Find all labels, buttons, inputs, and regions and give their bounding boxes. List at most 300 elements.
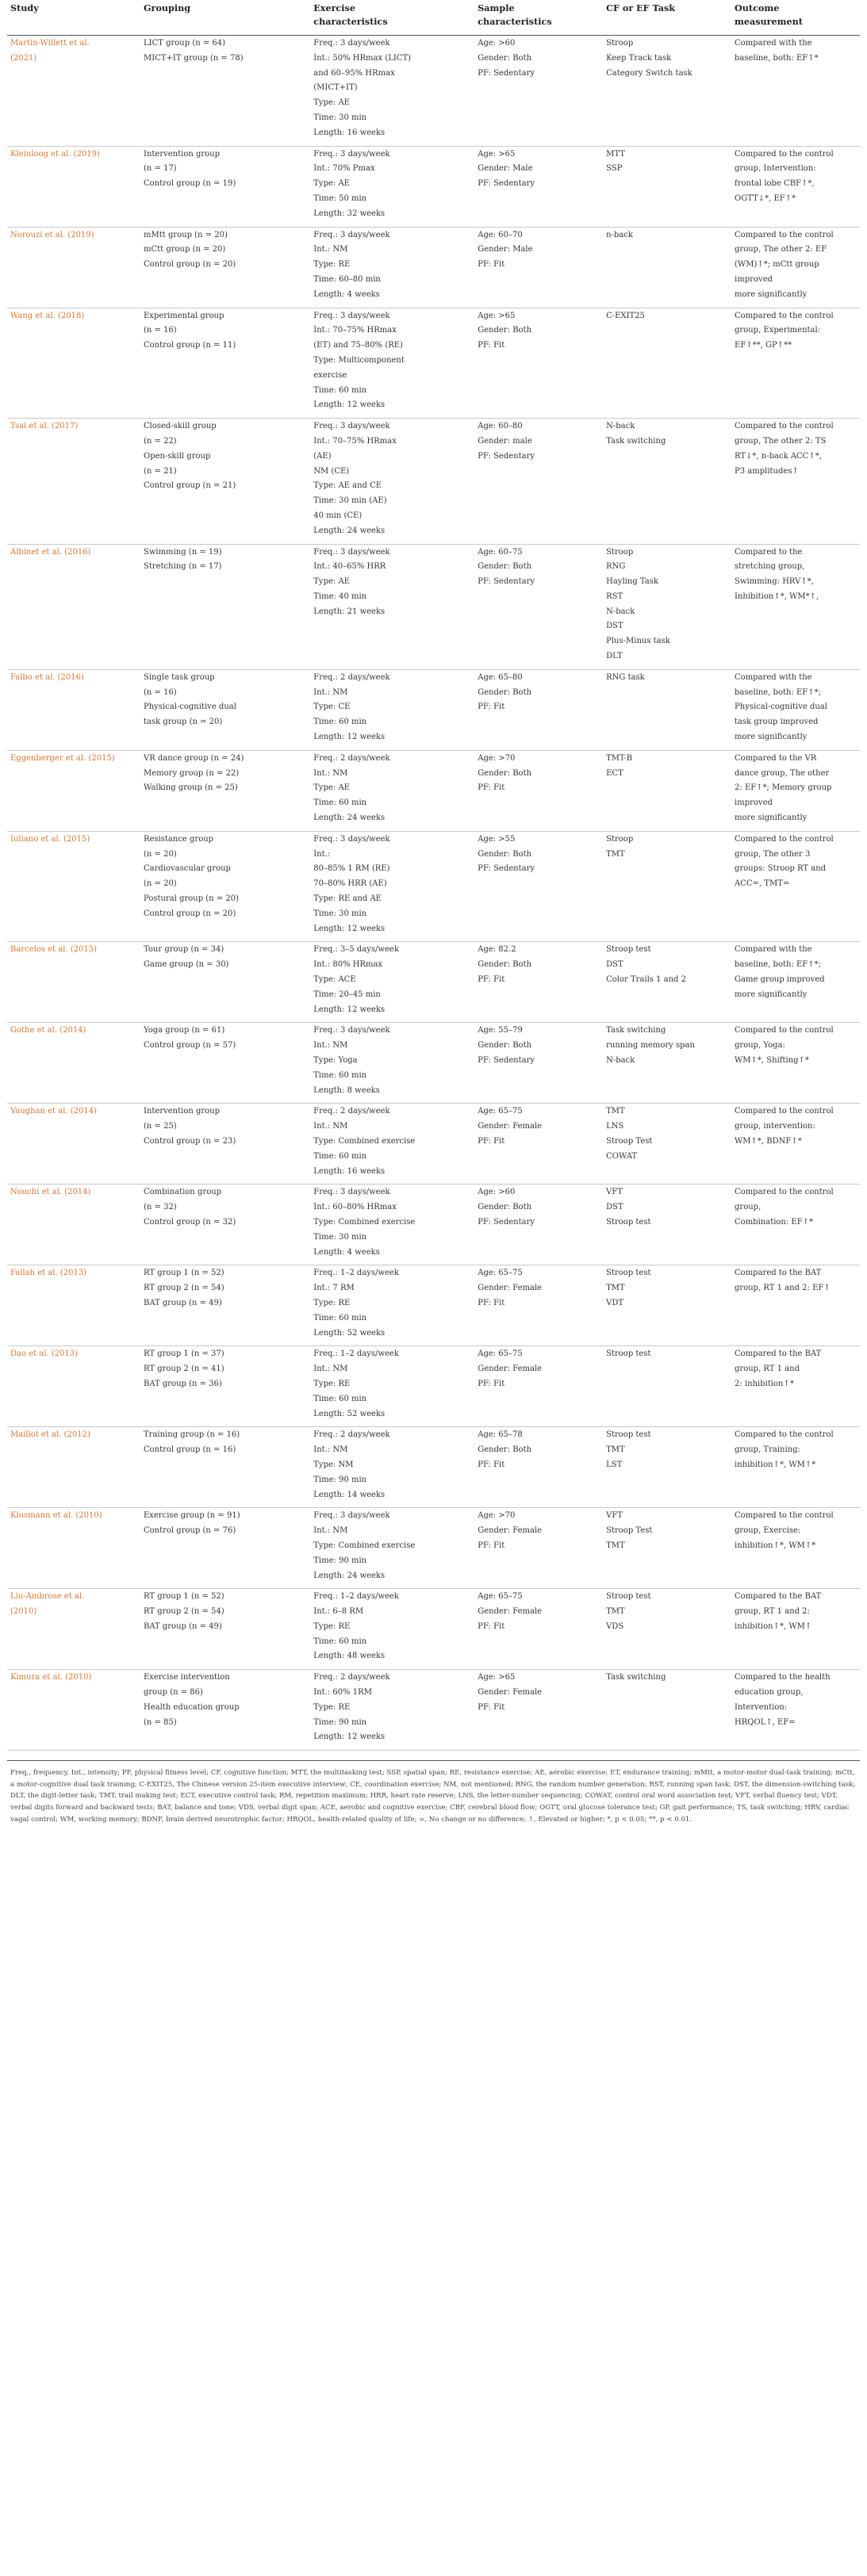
sample-cell-line: PF: Fit [478, 1136, 505, 1146]
exercise-cell [310, 669, 474, 750]
exercise-cell-line: Freq.: 3 days/week [313, 149, 390, 159]
outcome-cell [731, 1346, 860, 1427]
grouping-cell-line: RT group 2 (n = 54) [144, 1607, 224, 1617]
exercise-cell-line: Length: 16 weeks [313, 128, 386, 137]
table-row [7, 146, 860, 227]
sample-cell-line: PF: Fit [478, 1702, 505, 1712]
sample-cell-line: Gender: Female [478, 1365, 543, 1374]
exercise-cell-line: Time: 60 min [313, 385, 367, 395]
exercise-cell-line: Length: 52 weeks [313, 1409, 386, 1418]
study-cell[interactable] [7, 942, 140, 1023]
outcome-cell-line: group, Exercise: [735, 1526, 801, 1536]
grouping-cell-line: Walking group (n = 25) [144, 783, 238, 793]
task-cell-line: DST [606, 622, 623, 631]
grouping-cell-line: MICT+IT group (n = 78) [144, 53, 244, 63]
study-cell[interactable] [7, 544, 140, 669]
exercise-cell-line: Time: 90 min [313, 1556, 367, 1565]
study-cell[interactable] [7, 831, 140, 942]
study-cell-line: Kleinloog et al. (2019) [10, 149, 100, 159]
exercise-cell-line: Time: 60 min [313, 1313, 367, 1322]
exercise-cell-line: Freq.: 3 days/week [313, 1026, 390, 1035]
exercise-cell-line: Type: RE [313, 1379, 351, 1388]
task-cell-line: Task switching [606, 436, 666, 446]
study-cell-line: Kimura et al. (2010) [10, 1673, 92, 1682]
exercise-cell-line: (AE) [313, 451, 332, 461]
exercise-cell-line: NM (CE) [313, 466, 350, 476]
study-cell[interactable] [7, 1670, 140, 1751]
task-cell-line: MTT [606, 149, 625, 159]
sample-cell-line: Age: 55–79 [478, 1026, 523, 1035]
study-cell[interactable] [7, 750, 140, 831]
table-footnote: Freq., frequency, Int., intensity; PF, physical fitness level; CF, cognitive function; MTT, the multitasking test; SSP, spatial span; RE, resistance exercise; AE, aerobic exercise; ET, endurance training; mMtt, a motor-motor dual-task training; mCtt, a motor-cognitive dual task training; C-EXIT25, The Chinese version 25-item executive interview; CE, coordination exercise; NM, not mentioned; RNG, the random number generation; RST, running span task; DST, the dimension-switching task; DLT, the digit-letter task; TMT, trail making test; ECT, executive control task; RM, repetition maximum; HRR, heart rate reserve; LNS, the letter-number sequencing; COWAT, control oral word association test; VFT, verbal fluency test; VDT, verbal digits forward and backward tests; BAT, balance and tone; VDS, verbal digit span; ACE, aerobic and cognitive exercise; CBF, cerebral blood flow; OGTT, oral glucose tolerance test; GP, gait performance; TS, task switching; HRV, cardiac vagal control; WM, working memory; BDNF, brain derived neurotrophic factor; HRQOL, health-related quality of life; =, No change or no difference; ↑, Elevated or higher; *, p < 0.05; **, p < 0.01. [7, 1760, 860, 1825]
exercise-cell [310, 1104, 474, 1185]
task-cell [603, 419, 731, 544]
exercise-cell-line: Freq.: 2 days/week [313, 1673, 390, 1682]
sample-cell-line: Age: 60–75 [478, 547, 523, 557]
grouping-cell-line: LICT group (n = 64) [144, 39, 226, 48]
grouping-cell-line: Exercise group (n = 91) [144, 1511, 240, 1521]
task-cell-line: C-EXIT25 [606, 311, 645, 320]
task-cell-line: TMT [606, 1445, 625, 1455]
grouping-cell-line: RT group 2 (n = 54) [144, 1284, 224, 1293]
exercise-cell-line: Freq.: 2 days/week [313, 1107, 390, 1116]
study-cell-line: Nouchi et al. (2014) [10, 1188, 91, 1197]
outcome-cell-line: Compared to the control [735, 230, 834, 239]
grouping-cell-line: Training group (n = 16) [144, 1430, 240, 1440]
exercise-cell-line: Length: 12 weeks [313, 733, 386, 742]
exercise-cell-line: Freq.: 1–2 days/week [313, 1592, 399, 1602]
task-cell-line: TMT [606, 1541, 625, 1550]
grouping-cell-line: Control group (n = 20) [144, 909, 236, 918]
task-cell-line: TMT-B [606, 753, 633, 763]
outcome-cell-line: Combination: EF↑* [735, 1217, 814, 1227]
outcome-cell [731, 1185, 860, 1265]
exercise-cell-line: Int.: 50% HRmax (LICT) [313, 53, 412, 63]
exercise-cell-line: Type: Combined exercise [313, 1541, 416, 1550]
table-row [7, 831, 860, 942]
outcome-cell-line: group, Experimental: [735, 326, 821, 335]
exercise-cell-line: Int.: 7 RM [313, 1284, 355, 1293]
exercise-cell-line: Int.: 80% HRmax [313, 960, 383, 970]
task-cell [603, 1185, 731, 1265]
outcome-cell-line: group, [735, 1203, 762, 1212]
grouping-cell [140, 1427, 310, 1508]
exercise-cell-line: Length: 14 weeks [313, 1490, 386, 1499]
outcome-cell-line: 2: inhibition↑* [735, 1379, 794, 1388]
exercise-cell-line: Type: RE [313, 1621, 351, 1631]
task-cell [603, 1508, 731, 1589]
study-cell[interactable] [7, 1023, 140, 1104]
outcome-cell-line: group, Training: [735, 1445, 800, 1455]
sample-cell [474, 1185, 603, 1265]
study-cell-line: Liu-Ambrose et al. [10, 1592, 85, 1602]
grouping-cell-line: Open-skill group [144, 451, 211, 461]
exercise-cell-line: Int.: NM [313, 245, 348, 255]
outcome-cell-line: Compared to the control [735, 834, 834, 844]
outcome-cell-line: Compared to the control [735, 149, 834, 159]
exercise-cell-line: Int.: NM [313, 1041, 348, 1051]
sample-cell-line: PF: Sedentary [478, 1217, 535, 1227]
table-row [7, 1265, 860, 1346]
grouping-cell-line: Control group (n = 16) [144, 1445, 236, 1455]
sample-cell-line: PF: Sedentary [478, 179, 535, 189]
outcome-cell-line: Compared to the control [735, 1026, 834, 1035]
exercise-cell [310, 1427, 474, 1508]
grouping-cell-line: BAT group (n = 49) [144, 1298, 222, 1307]
sample-cell-line: PF: Sedentary [478, 451, 535, 461]
sample-cell [474, 419, 603, 544]
outcome-cell-line: ACC=, TMT= [735, 879, 790, 889]
grouping-cell-line: (n = 21) [144, 466, 177, 476]
grouping-cell-line: Cardiovascular group [144, 864, 231, 874]
exercise-cell [310, 831, 474, 942]
table-row [7, 308, 860, 419]
sample-cell-line: Gender: Both [478, 960, 532, 970]
exercise-cell-line: Int.: 70–75% HRmax [313, 326, 397, 335]
task-cell-line: Stroop [606, 834, 634, 844]
outcome-cell-line: Compared to the control [735, 311, 834, 320]
grouping-cell-line: RT group 1 (n = 37) [144, 1349, 224, 1359]
exercise-cell [310, 1265, 474, 1346]
outcome-cell [731, 544, 860, 669]
exercise-cell-line: Freq.: 1–2 days/week [313, 1269, 399, 1278]
grouping-cell-line: Postural group (n = 20) [144, 894, 239, 904]
task-cell [603, 308, 731, 419]
exercise-cell-line: Int.: 60–80% HRmax [313, 1203, 397, 1212]
outcome-cell-line: Compared with the [735, 39, 812, 48]
sample-cell [474, 750, 603, 831]
sample-cell-line: Age: 82.2 [478, 945, 516, 955]
grouping-cell-line: RT group 1 (n = 52) [144, 1592, 224, 1602]
outcome-cell-line: task group improved [735, 718, 819, 727]
task-cell [603, 1670, 731, 1751]
study-cell-line: Wang et al. (2018) [10, 311, 85, 320]
grouping-cell-line: Physical-cognitive dual [144, 702, 236, 712]
exercise-cell-line: Freq.: 3 days/week [313, 834, 390, 844]
exercise-cell [310, 1346, 474, 1427]
header-study: Study [7, 0, 140, 36]
task-cell-line: Task switching [606, 1673, 666, 1682]
table-row [7, 1104, 860, 1185]
exercise-cell-line: Time: 90 min [313, 1475, 367, 1484]
grouping-cell-line: BAT group (n = 36) [144, 1379, 222, 1388]
study-cell-line: Tsai et al. (2017) [10, 422, 79, 431]
sample-cell-line: PF: Sedentary [478, 577, 535, 587]
task-cell [603, 669, 731, 750]
header-grouping: Grouping [140, 0, 310, 36]
grouping-cell-line: (n = 22) [144, 436, 177, 446]
task-cell [603, 227, 731, 308]
outcome-cell [731, 36, 860, 147]
table-row [7, 1346, 860, 1427]
sample-cell-line: Gender: Female [478, 1607, 543, 1617]
grouping-cell-line: Experimental group [144, 311, 224, 320]
exercise-cell [310, 1670, 474, 1751]
outcome-cell [731, 942, 860, 1023]
grouping-cell-line: VR dance group (n = 24) [144, 753, 244, 763]
study-cell[interactable] [7, 419, 140, 544]
grouping-cell [140, 1346, 310, 1427]
grouping-cell-line: Control group (n = 21) [144, 481, 236, 491]
task-cell [603, 1427, 731, 1508]
outcome-cell-line: HRQOL↑, EF= [735, 1717, 796, 1727]
exercise-cell-line: Freq.: 3 days/week [313, 1511, 390, 1521]
sample-cell-line: Gender: Both [478, 687, 532, 697]
exercise-cell [310, 750, 474, 831]
outcome-cell-line: Compared to the VR [735, 753, 817, 763]
outcome-cell [731, 669, 860, 750]
grouping-cell-line: group (n = 86) [144, 1688, 203, 1698]
exercise-cell-line: Type: CE [313, 702, 351, 712]
outcome-cell-line: groups: Stroop RT and [735, 864, 827, 874]
study-cell-line: Albinet et al. (2016) [10, 547, 91, 557]
exercise-cell [310, 308, 474, 419]
exercise-cell-line: Int.: 60% 1RM [313, 1688, 372, 1698]
sample-cell-line: Age: 65–78 [478, 1430, 523, 1440]
table-row [7, 1185, 860, 1265]
sample-cell [474, 544, 603, 669]
exercise-cell-line: Length: 16 weeks [313, 1166, 386, 1176]
grouping-cell-line: (n = 17) [144, 164, 177, 174]
exercise-cell-line: Freq.: 1–2 days/week [313, 1349, 399, 1359]
sample-cell-line: Age: >60 [478, 1188, 516, 1197]
table-row [7, 1508, 860, 1589]
outcome-cell-line: P3 amplitudes↑ [735, 466, 799, 476]
grouping-cell [140, 1023, 310, 1104]
sample-cell-line: Age: >55 [478, 834, 516, 844]
exercise-cell-line: exercise [313, 370, 347, 380]
sample-cell [474, 36, 603, 147]
study-cell[interactable] [7, 1104, 140, 1185]
exercise-cell-line: Time: 30 min [313, 1232, 367, 1242]
grouping-cell-line: Tour group (n = 34) [144, 945, 224, 955]
outcome-cell-line: more significantly [735, 813, 808, 823]
sample-cell-line: Age: 65–75 [478, 1107, 523, 1116]
header-exercise: Exercise characteristics [310, 0, 474, 36]
grouping-cell-line: mMtt group (n = 20) [144, 230, 228, 239]
exercise-cell [310, 1023, 474, 1104]
outcome-cell-line: group, RT 1 and [735, 1365, 800, 1374]
table-row [7, 1427, 860, 1508]
study-cell-line: Barcelos et al. (2015) [10, 945, 98, 955]
exercise-cell-line: Int.: NM [313, 1526, 348, 1536]
exercise-cell-line: Freq.: 3 days/week [313, 1188, 390, 1197]
exercise-cell-line: Time: 60 min [313, 1636, 367, 1646]
study-cell-line: Gothe et al. (2014) [10, 1026, 86, 1035]
exercise-cell-line: Type: AE [313, 577, 350, 587]
study-cell-line: Iuliano et al. (2015) [10, 834, 90, 844]
outcome-cell-line: Inhibition↑*, WM*↑, [735, 591, 819, 601]
exercise-cell-line: Type: Combined exercise [313, 1136, 416, 1146]
header-outcome: Outcome measurement [731, 0, 860, 36]
study-cell[interactable] [7, 1346, 140, 1427]
outcome-cell [731, 308, 860, 419]
task-cell-line: running memory span [606, 1041, 695, 1051]
study-cell-line: Maillot et al. (2012) [10, 1430, 90, 1440]
study-cell[interactable] [7, 1589, 140, 1670]
exercise-cell [310, 1589, 474, 1670]
exercise-cell-line: and 60–95% HRmax [313, 68, 395, 78]
exercise-cell [310, 1185, 474, 1265]
exercise-cell-line: Int.: 70% Pmax [313, 164, 375, 174]
study-cell-line: Klusmann et al. (2010) [10, 1511, 102, 1521]
exercise-cell-line: 80–85% 1 RM (RE) [313, 864, 390, 874]
study-cell[interactable] [7, 146, 140, 227]
sample-cell-line: Gender: Male [478, 245, 533, 255]
sample-cell-line: Age: >65 [478, 149, 516, 159]
exercise-cell [310, 419, 474, 544]
task-cell-line: Stroop Test [606, 1136, 653, 1146]
task-cell-line: N-back [606, 607, 635, 616]
header-sample: Sample characteristics [474, 0, 603, 36]
exercise-cell-line: Type: NM [313, 1460, 354, 1469]
sample-cell-line: Gender: Female [478, 1284, 543, 1293]
grouping-cell-line: RT group 1 (n = 52) [144, 1269, 224, 1278]
sample-cell-line: Gender: Both [478, 1041, 532, 1051]
outcome-cell [731, 146, 860, 227]
outcome-cell-line: improved [735, 798, 773, 808]
exercise-cell-line: Type: RE [313, 1298, 351, 1307]
grouping-cell-line: Control group (n = 57) [144, 1041, 236, 1051]
outcome-cell-line: WM↑*, Shifting↑* [735, 1056, 809, 1065]
exercise-cell-line: Int.: 70–75% HRmax [313, 436, 397, 446]
task-cell-line: Task switching [606, 1026, 666, 1035]
exercise-cell-line: Freq.: 3 days/week [313, 422, 390, 431]
sample-cell-line: Age: >70 [478, 1511, 516, 1521]
outcome-cell-line: 2: EF↑*; Memory group [735, 783, 832, 793]
outcome-cell [731, 1508, 860, 1589]
grouping-cell [140, 227, 310, 308]
task-cell [603, 1265, 731, 1346]
task-cell-line: DST [606, 960, 623, 970]
sample-cell [474, 942, 603, 1023]
task-cell-line: VDS [606, 1621, 624, 1631]
task-cell-line: ECT [606, 768, 623, 778]
task-cell-line: Stroop test [606, 1430, 651, 1440]
task-cell-line: Hayling Task [606, 577, 658, 587]
table-row [7, 750, 860, 831]
exercise-cell-line: Int.: [313, 849, 331, 859]
table-row [7, 227, 860, 308]
study-cell-line: Martin-Willett et al. [10, 39, 90, 48]
exercise-cell-line: Time: 60 min [313, 798, 367, 808]
study-cell[interactable] [7, 1508, 140, 1589]
sample-cell-line: Gender: Both [478, 849, 532, 859]
study-cell[interactable] [7, 1265, 140, 1346]
grouping-cell [140, 146, 310, 227]
exercise-cell-line: (MICT+IT) [313, 83, 358, 93]
outcome-cell-line: Game group improved [735, 975, 825, 985]
task-cell-line: SSP [606, 164, 623, 174]
task-cell-line: Plus-Minus task [606, 637, 670, 646]
sample-cell-line: Gender: Female [478, 1122, 543, 1131]
study-cell[interactable] [7, 227, 140, 308]
grouping-cell-line: Swimming (n = 19) [144, 547, 222, 557]
exercise-cell-line: Length: 4 weeks [313, 1247, 380, 1257]
exercise-cell [310, 942, 474, 1023]
task-cell-line: Category Switch task [606, 68, 692, 78]
task-cell-line: Stroop [606, 547, 634, 557]
sample-cell-line: PF: Fit [478, 1621, 505, 1631]
sample-cell-line: PF: Fit [478, 1298, 505, 1307]
sample-cell-line: PF: Fit [478, 1460, 505, 1469]
task-cell-line: VDT [606, 1298, 624, 1307]
task-cell-line: n-back [606, 230, 633, 239]
study-cell[interactable] [7, 1427, 140, 1508]
outcome-cell-line: Swimming: HRV↑*, [735, 577, 814, 587]
task-cell-line: Stroop [606, 39, 634, 48]
grouping-cell [140, 750, 310, 831]
header-task: CF or EF Task [603, 0, 731, 36]
grouping-cell [140, 419, 310, 544]
sample-cell-line: Gender: Female [478, 1688, 543, 1698]
outcome-cell-line: RT↓*, n-back ACC↑*, [735, 451, 822, 461]
sample-cell-line: Age: >70 [478, 753, 516, 763]
outcome-cell-line: WM↑*, BDNF↑* [735, 1136, 802, 1146]
exercise-cell-line: Type: AE [313, 179, 350, 189]
task-cell [603, 36, 731, 147]
outcome-cell-line: Compared with the [735, 672, 812, 682]
grouping-cell-line: (n = 16) [144, 687, 177, 697]
task-cell-line: DST [606, 1203, 623, 1212]
task-cell-line: RNG task [606, 672, 645, 682]
exercise-cell-line: Time: 50 min [313, 193, 367, 203]
exercise-cell [310, 146, 474, 227]
exercise-cell-line: Type: ACE [313, 975, 356, 985]
exercise-cell-line: Length: 12 weeks [313, 400, 386, 410]
study-cell[interactable] [7, 36, 140, 147]
exercise-cell-line: 70–80% HRR (AE) [313, 879, 387, 889]
exercise-cell-line: Time: 60–80 min [313, 274, 381, 284]
exercise-cell-line: Length: 52 weeks [313, 1328, 386, 1338]
exercise-cell-line: Freq.: 3–5 days/week [313, 945, 399, 955]
sample-cell-line: Age: 65–75 [478, 1269, 523, 1278]
exercise-cell-line: Type: RE and AE [313, 894, 382, 904]
outcome-cell-line: more significantly [735, 733, 808, 742]
study-cell[interactable] [7, 308, 140, 419]
outcome-cell-line: Compared to the health [735, 1673, 831, 1682]
grouping-cell-line: Exercise intervention [144, 1673, 230, 1682]
outcome-cell-line: Compared to the [735, 547, 803, 557]
grouping-cell-line: Control group (n = 23) [144, 1136, 236, 1146]
task-cell-line: RNG [606, 562, 626, 572]
outcome-cell-line: inhibition↑*, WM↑ [735, 1621, 812, 1631]
sample-cell [474, 1104, 603, 1185]
grouping-cell [140, 669, 310, 750]
study-cell[interactable] [7, 1185, 140, 1265]
outcome-cell [731, 831, 860, 942]
exercise-cell-line: Length: 24 weeks [313, 813, 386, 823]
exercise-cell-line: Length: 8 weeks [313, 1085, 380, 1095]
study-cell[interactable] [7, 669, 140, 750]
grouping-cell-line: (n = 16) [144, 326, 177, 335]
outcome-cell-line: Compared to the BAT [735, 1349, 822, 1359]
sample-cell-line: Age: >60 [478, 39, 516, 48]
grouping-cell-line: Yoga group (n = 61) [144, 1026, 225, 1035]
sample-cell-line: Gender: Female [478, 1526, 543, 1536]
outcome-cell-line: Compared to the BAT [735, 1269, 822, 1278]
exercise-cell-line: Length: 4 weeks [313, 289, 380, 299]
outcome-cell-line: inhibition↑*, WM↑* [735, 1460, 816, 1469]
sample-cell-line: Gender: Both [478, 562, 532, 572]
exercise-cell-line: Time: 40 min [313, 591, 367, 601]
sample-cell [474, 669, 603, 750]
exercise-cell-line: Int.: 40–65% HRR [313, 562, 386, 572]
outcome-cell [731, 1670, 860, 1751]
outcome-cell-line: group, Intervention: [735, 164, 816, 174]
task-cell [603, 1104, 731, 1185]
outcome-cell-line: Compared to the control [735, 1107, 834, 1116]
